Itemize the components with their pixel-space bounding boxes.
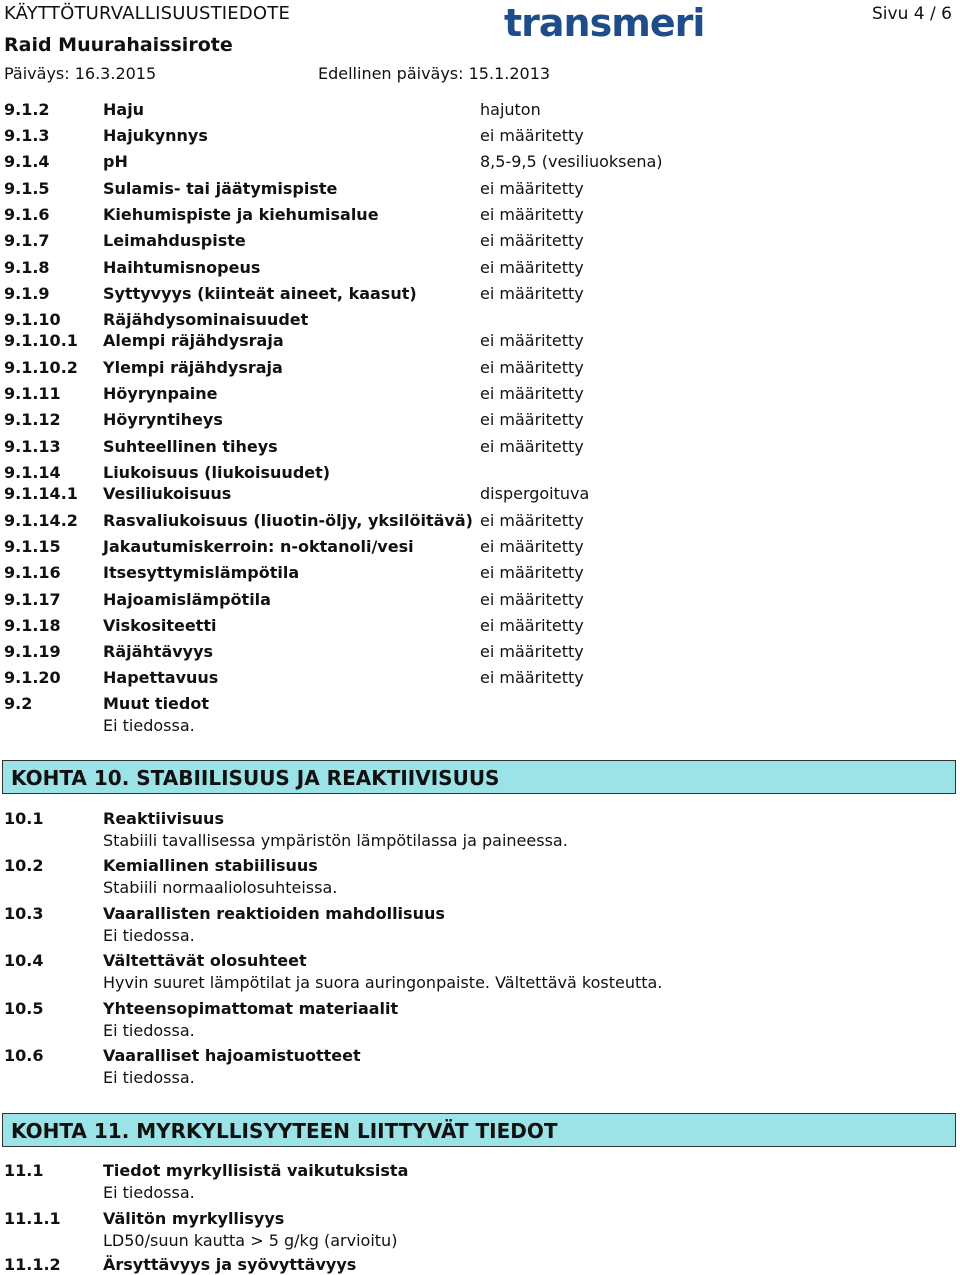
item-number: 10.6 — [4, 1046, 44, 1065]
row-value: ei määritetty — [480, 179, 584, 198]
section-11-title: KOHTA 11. MYRKYLLISYYTEEN LIITTYVÄT TIEDOT — [11, 1119, 558, 1143]
item-number: 11.1 — [4, 1161, 44, 1180]
row-number: 9.1.11 — [4, 384, 61, 403]
row-number: 9.1.5 — [4, 179, 50, 198]
row-text: Ei tiedossa. — [103, 716, 195, 735]
previous-date: Edellinen päiväys: 15.1.2013 — [318, 64, 551, 83]
row-value: 8,5-9,5 (vesiliuoksena) — [480, 152, 663, 171]
doc-title: KÄYTTÖTURVALLISUUSTIEDOTE — [4, 3, 291, 24]
row-value: ei määritetty — [480, 331, 584, 350]
row-number: 9.1.17 — [4, 590, 61, 609]
item-number: 10.5 — [4, 999, 44, 1018]
transmeri-logo — [504, 0, 726, 46]
row-value: dispergoituva — [480, 484, 590, 503]
row-number: 9.1.10 — [4, 310, 61, 329]
row-value: ei määritetty — [480, 205, 584, 224]
row-value: ei määritetty — [480, 126, 584, 145]
row-number: 9.1.16 — [4, 563, 61, 582]
item-label: Vältettävät olosuhteet — [103, 951, 307, 970]
item-label: Välitön myrkyllisyys — [103, 1209, 285, 1228]
item-text: Stabiili tavallisessa ympäristön lämpötilassa ja paineessa. — [103, 831, 568, 850]
row-value: ei määritetty — [480, 384, 584, 403]
row-value: ei määritetty — [480, 511, 584, 530]
item-number: 11.1.2 — [4, 1255, 61, 1274]
row-value: ei määritetty — [480, 642, 584, 661]
row-value: ei määritetty — [480, 410, 584, 429]
row-label: Höyrynpaine — [103, 384, 218, 403]
row-value: ei määritetty — [480, 668, 584, 687]
row-number: 9.1.14.1 — [4, 484, 78, 503]
page-number: Sivu 4 / 6 — [872, 4, 952, 24]
item-label: Yhteensopimattomat materiaalit — [103, 999, 399, 1018]
row-number: 9.1.19 — [4, 642, 61, 661]
row-label: Vesiliukoisuus — [103, 484, 232, 503]
row-label: Liukoisuus (liukoisuudet) — [103, 463, 331, 482]
row-number: 9.1.2 — [4, 100, 50, 119]
row-number: 9.1.8 — [4, 258, 50, 277]
row-number: 9.1.13 — [4, 437, 61, 456]
row-label: Hapettavuus — [103, 668, 219, 687]
row-number: 9.1.7 — [4, 231, 50, 250]
item-label: Reaktiivisuus — [103, 809, 224, 828]
row-label: Haju — [103, 100, 145, 119]
item-number: 10.3 — [4, 904, 44, 923]
item-text: Ei tiedossa. — [103, 1183, 195, 1202]
row-value: ei määritetty — [480, 616, 584, 635]
row-label: Hajukynnys — [103, 126, 208, 145]
row-value: hajuton — [480, 100, 541, 119]
row-number: 9.1.20 — [4, 668, 61, 687]
item-number: 10.2 — [4, 856, 44, 875]
item-label: Ärsyttävyys ja syövyttävyys — [103, 1255, 357, 1274]
row-value: ei määritetty — [480, 563, 584, 582]
row-number: 9.2 — [4, 694, 33, 713]
row-label: Räjähdysominaisuudet — [103, 310, 309, 329]
row-value: ei määritetty — [480, 537, 584, 556]
row-label: Höyryntiheys — [103, 410, 223, 429]
row-label: pH — [103, 152, 128, 171]
row-label: Rasvaliukoisuus (liuotin-öljy, yksilöitävä) — [103, 511, 473, 530]
row-number: 9.1.3 — [4, 126, 50, 145]
row-label: Haihtumisnopeus — [103, 258, 261, 277]
row-number: 9.1.14.2 — [4, 511, 78, 530]
item-text: Ei tiedossa. — [103, 1068, 195, 1087]
item-number: 10.1 — [4, 809, 44, 828]
item-number: 10.4 — [4, 951, 44, 970]
row-number: 9.1.10.2 — [4, 358, 78, 377]
row-value: ei määritetty — [480, 358, 584, 377]
row-label: Räjähtävyys — [103, 642, 214, 661]
row-label: Suhteellinen tiheys — [103, 437, 278, 456]
row-number: 9.1.12 — [4, 410, 61, 429]
item-text: Hyvin suuret lämpötilat ja suora auringonpaiste. Vältettävä kosteutta. — [103, 973, 663, 992]
row-label: Viskositeetti — [103, 616, 217, 635]
row-value: ei määritetty — [480, 590, 584, 609]
row-value: ei määritetty — [480, 284, 584, 303]
row-label: Muut tiedot — [103, 694, 209, 713]
item-label: Kemiallinen stabiilisuus — [103, 856, 318, 875]
item-label: Vaaralliset hajoamistuotteet — [103, 1046, 361, 1065]
row-number: 9.1.4 — [4, 152, 50, 171]
row-number: 9.1.15 — [4, 537, 61, 556]
section-11-header — [2, 1113, 956, 1147]
row-number: 9.1.10.1 — [4, 331, 78, 350]
item-text: Ei tiedossa. — [103, 1021, 195, 1040]
row-number: 9.1.14 — [4, 463, 61, 482]
row-value: ei määritetty — [480, 231, 584, 250]
logo-text: transmeri — [504, 1, 705, 45]
item-text: Ei tiedossa. — [103, 926, 195, 945]
row-label: Hajoamislämpötila — [103, 590, 271, 609]
row-number: 9.1.9 — [4, 284, 50, 303]
row-label: Sulamis- tai jäätymispiste — [103, 179, 338, 198]
row-label: Syttyvyys (kiinteät aineet, kaasut) — [103, 284, 417, 303]
item-text: Stabiili normaaliolosuhteissa. — [103, 878, 338, 897]
item-label: Vaarallisten reaktioiden mahdollisuus — [103, 904, 445, 923]
row-label: Leimahduspiste — [103, 231, 246, 250]
row-value: ei määritetty — [480, 437, 584, 456]
row-label: Jakautumiskerroin: n-oktanoli/vesi — [103, 537, 414, 556]
row-label: Alempi räjähdysraja — [103, 331, 284, 350]
row-label: Ylempi räjähdysraja — [103, 358, 283, 377]
row-label: Itsesyttymislämpötila — [103, 563, 300, 582]
section-10-title: KOHTA 10. STABIILISUUS JA REAKTIIVISUUS — [11, 766, 500, 790]
row-label: Kiehumispiste ja kiehumisalue — [103, 205, 379, 224]
row-value: ei määritetty — [480, 258, 584, 277]
row-number: 9.1.6 — [4, 205, 50, 224]
item-number: 11.1.1 — [4, 1209, 61, 1228]
revision-date: Päiväys: 16.3.2015 — [4, 64, 157, 83]
product-name: Raid Muurahaissirote — [4, 34, 233, 56]
item-text: LD50/suun kautta > 5 g/kg (arvioitu) — [103, 1231, 398, 1250]
row-number: 9.1.18 — [4, 616, 61, 635]
item-label: Tiedot myrkyllisistä vaikutuksista — [103, 1161, 409, 1180]
section-10-header — [2, 760, 956, 794]
